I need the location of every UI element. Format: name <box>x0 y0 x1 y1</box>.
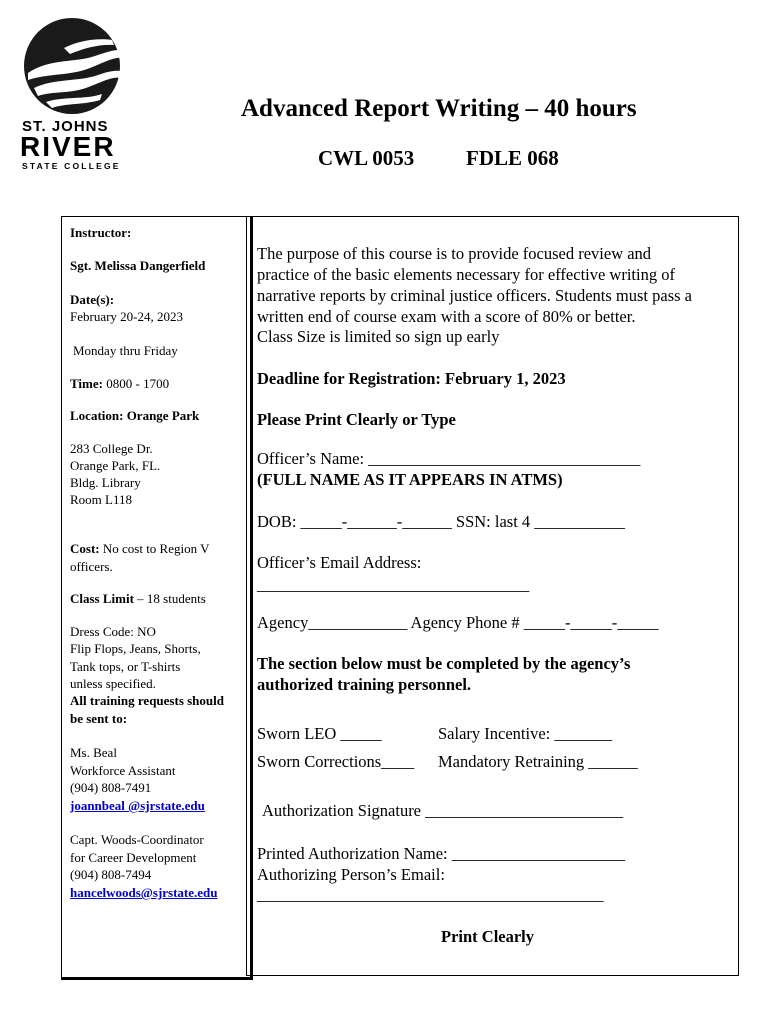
dress-code-line-2: Flip Flops, Jeans, Shorts, <box>70 641 201 656</box>
contact2-role: for Career Development <box>70 850 197 865</box>
requests-note-line-1: All training requests should <box>70 693 224 708</box>
time-value: 0800 - 1700 <box>102 376 170 391</box>
class-limit-value: – 18 students <box>133 591 206 606</box>
sworn-corrections-field[interactable]: Sworn Corrections____ <box>257 752 415 771</box>
wave-emblem-icon <box>20 18 130 118</box>
address-line-4: Room L118 <box>70 492 132 507</box>
agency-section-line-2: authorized training personnel. <box>257 675 472 694</box>
registration-deadline: Deadline for Registration: February 1, 2023 <box>257 369 566 388</box>
instructor-name: Sgt. Melissa Dangerfield <box>70 258 206 273</box>
dress-code-line-3: Tank tops, or T-shirts <box>70 659 181 674</box>
contact1-email-link[interactable]: joannbeal @sjrstate.edu <box>70 798 205 813</box>
salary-incentive-field[interactable]: Salary Incentive: _______ <box>438 724 613 743</box>
college-logo <box>20 18 130 171</box>
location-label: Location: Orange Park <box>70 408 200 423</box>
agency-section-line-1: The section below must be completed by the agency’s <box>257 654 631 673</box>
time-row <box>70 375 169 392</box>
course-code-cwl: CWL 0053 <box>318 146 415 170</box>
contact2-email-link[interactable]: hancelwoods@sjrstate.edu <box>70 885 218 900</box>
address-line-1: 283 College Dr. <box>70 441 153 456</box>
course-title: Advanced Report Writing – 40 hours <box>241 95 637 122</box>
purpose-line-2: practice of the basic elements necessary for effective writing of <box>257 265 675 284</box>
logo-line-1: ST. JOHNS <box>22 118 109 135</box>
authorizing-email-label: Authorizing Person’s Email: <box>257 865 445 884</box>
contact1-name: Ms. Beal <box>70 745 117 760</box>
purpose-line-4: written end of course exam with a score of 80% or better. <box>257 307 636 326</box>
purpose-line-1: The purpose of this course is to provide focused review and <box>257 244 652 263</box>
instructor-label: Instructor: <box>70 225 132 240</box>
contact2-phone: (904) 808-7494 <box>70 867 152 882</box>
course-code-fdle: FDLE 068 <box>466 146 559 170</box>
dob-ssn-field[interactable]: DOB: _____-______-______ SSN: last 4 ___________ <box>257 512 626 531</box>
address-line-2: Orange Park, FL. <box>70 458 161 473</box>
cost-value-2: officers. <box>70 559 113 574</box>
purpose-line-5: Class Size is limited so sign up early <box>257 327 500 346</box>
print-clearly-note: Print Clearly <box>441 927 535 946</box>
full-name-note: (FULL NAME AS IT APPEARS IN ATMS) <box>257 470 563 489</box>
printed-authorization-name-field[interactable]: Printed Authorization Name: _____________________ <box>257 844 626 863</box>
cost-value: No cost to Region V <box>99 541 210 556</box>
class-limit-label: Class Limit <box>70 591 134 606</box>
dress-code-line-4: unless specified. <box>70 676 156 691</box>
contact2-name: Capt. Woods-Coordinator <box>70 832 204 847</box>
agency-field[interactable]: Agency____________ Agency Phone # _____-_____-_____ <box>257 613 659 632</box>
time-label: Time: <box>70 376 103 391</box>
logo-line-2: RIVER <box>20 131 116 162</box>
contact1-phone: (904) 808-7491 <box>70 780 152 795</box>
print-instruction: Please Print Clearly or Type <box>257 410 456 429</box>
days-value: Monday thru Friday <box>73 343 178 358</box>
requests-note-line-2: be sent to: <box>70 711 128 726</box>
authorization-signature-field[interactable]: Authorization Signature ________________________ <box>262 801 624 820</box>
mandatory-retraining-field[interactable]: Mandatory Retraining ______ <box>438 752 638 771</box>
dates-value: February 20-24, 2023 <box>70 309 184 324</box>
dress-code-line-1: Dress Code: NO <box>70 624 156 639</box>
address-line-3: Bldg. Library <box>70 475 141 490</box>
logo-line-3: STATE COLLEGE <box>22 161 121 171</box>
sworn-leo-field[interactable]: Sworn LEO _____ <box>257 724 382 743</box>
cost-row <box>70 540 210 557</box>
class-limit-row <box>70 590 206 607</box>
authorizing-email-field[interactable]: __________________________________________ <box>257 885 604 904</box>
cost-label: Cost: <box>70 541 100 556</box>
purpose-line-3: narrative reports by criminal justice officers. Students must pass a <box>257 286 693 305</box>
officer-email-label: Officer’s Email Address: <box>257 553 422 572</box>
dates-label: Date(s): <box>70 292 115 307</box>
officer-name-field[interactable]: Officer’s Name: _________________________________ <box>257 449 641 468</box>
officer-email-field[interactable]: _________________________________ <box>257 575 530 594</box>
contact1-role: Workforce Assistant <box>70 763 176 778</box>
